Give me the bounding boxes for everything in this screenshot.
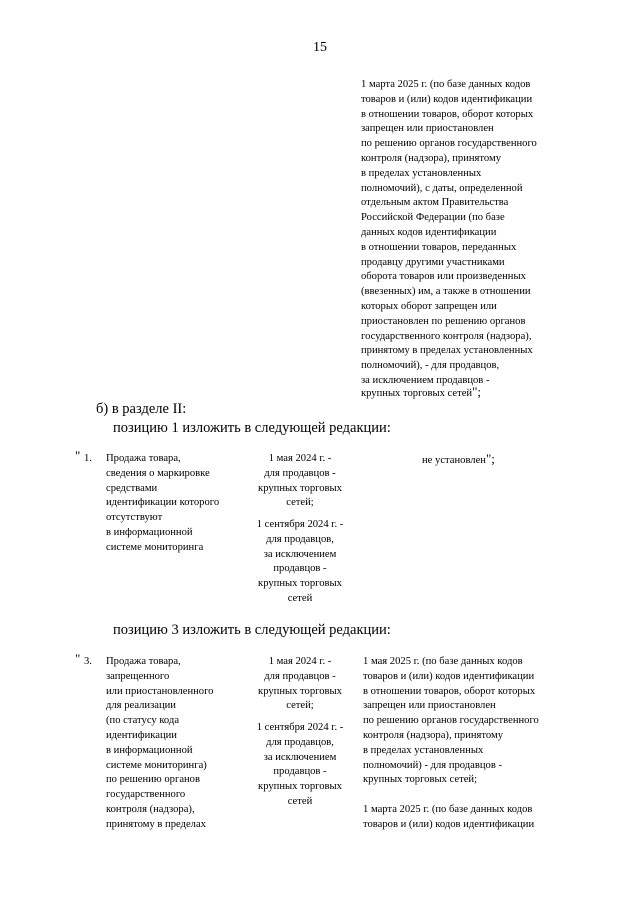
- row1-number: 1.: [84, 453, 92, 464]
- row1-value-text: не установлен: [422, 455, 486, 466]
- position-3-intro: позицию 3 изложить в следующей редакции:: [113, 622, 391, 638]
- row1-description: Продажа товара, сведения о маркировке средствами идентификации которого отсутствуют в информационной системе мониторинга: [106, 453, 220, 553]
- row1-dates-b: 1 сентября 2024 г. - для продавцов, за исключением продавцов - крупных торговых сетей: [256, 519, 344, 604]
- row1-open-quote: ": [75, 448, 81, 463]
- row3-dates-a: 1 мая 2024 г. - для продавцов - крупных торговых сетей;: [258, 656, 342, 712]
- row3-dates-b: 1 сентября 2024 г. - для продавцов, за исключением продавцов - крупных торговых сетей: [256, 722, 344, 807]
- section-b-heading: б) в разделе II:: [96, 401, 187, 417]
- position-1-intro: позицию 1 изложить в следующей редакции:: [113, 420, 391, 436]
- row3-description: Продажа товара, запрещенного или приостановленного для реализации (по статусу кода идентификации в информационной системе мониторинга) по решению органов государственного контроля (надзора), принятому в пределах: [106, 656, 214, 830]
- top-closing-mark: ";: [472, 384, 481, 399]
- top-continuation-last-line: [361, 385, 481, 402]
- row3-number: 3.: [84, 656, 92, 667]
- row1-dates-a: 1 мая 2024 г. - для продавцов - крупных торговых сетей;: [258, 453, 342, 509]
- top-continuation-text: 1 марта 2025 г. (по базе данных кодов товаров и (или) кодов идентификации в отношении товаров, оборот которых запрещен или приостановлен по решению органов государственного контроля (надзора), принятому в пределах установленных полномочий), с даты, определенной отдельным актом Правительства Российской Федерации (по базе данных кодов идентификации в отношении товаров, переданных продавцу другими участниками оборота товаров или произведенных (ввезенных) им, а также в отношении которых оборот запрещен или приостановлен по решению органов государственного контроля (надзора), принятому в пределах установленных полномочий), - для продавцов, за исключением продавцов -: [361, 79, 537, 386]
- top-last-line-text: крупных торговых сетей: [361, 388, 473, 399]
- page-number: 15: [313, 40, 327, 55]
- row1-closing-mark: ";: [485, 451, 495, 466]
- row3-value-b: 1 марта 2025 г. (по базе данных кодов товаров и (или) кодов идентификации: [363, 804, 535, 830]
- row3-open-quote: ": [75, 651, 81, 666]
- row3-value-a: 1 мая 2025 г. (по базе данных кодов товаров и (или) кодов идентификации в отношении товаров, оборот которых запрещен или приостановлен по решению органов государственного контроля (надзора), принятому в пределах установленных полномочий) - для продавцов - крупных торговых сетей;: [363, 656, 539, 786]
- row1-value: [422, 452, 495, 469]
